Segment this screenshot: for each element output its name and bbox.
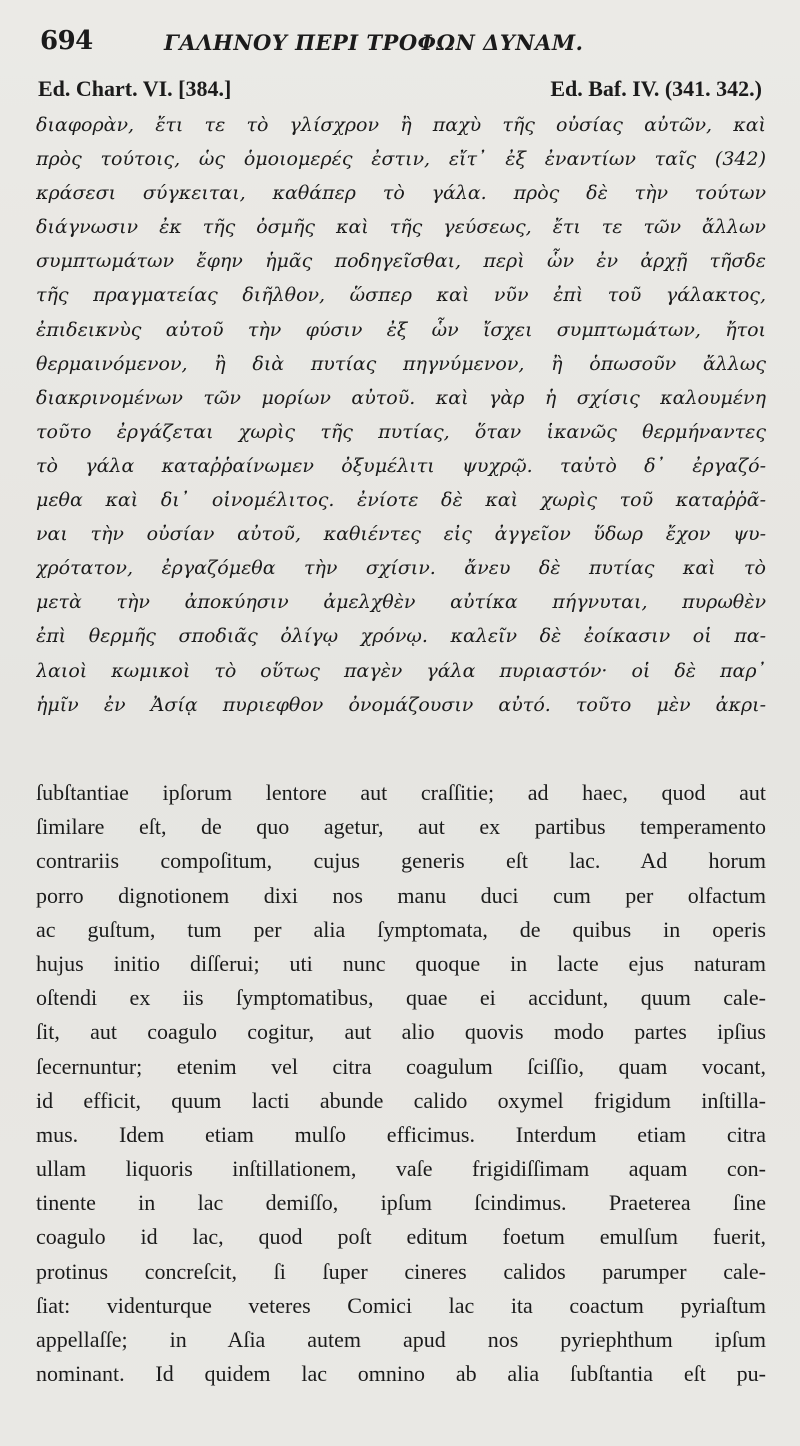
greek-line: μετὰ τὴν ἀποκύησιν ἀμελχθὲν αὐτίκα πήγνυται, πυρωθὲν — [36, 591, 766, 614]
latin-line: ullam liquoris inſtillationem, vaſe frigidiſſimam aquam con- — [36, 1156, 766, 1182]
greek-line: μεθα καὶ δι᾽ οἰνομέλιτος. ἐνίοτε δὲ καὶ χωρὶς τοῦ καταῤῥᾶ- — [36, 489, 766, 512]
latin-line: id efficit, quum lacti abunde calido oxymel frigidum inſtilla- — [36, 1087, 766, 1113]
latin-line: appellaſſe; in Aſia autem apud nos pyriephthum ipſum — [36, 1327, 766, 1352]
greek-line: θερμαινόμενον, ἢ διὰ πυτίας πηγνύμενον, ἢ ὁπωσοῦν ἄλλως — [36, 352, 766, 375]
greek-line: πρὸς τούτοις, ὡς ὁμοιομερές ἐστιν, εἴτ᾽ ἐξ ἐναντίων ταῖς (342) — [36, 148, 766, 171]
latin-line: ſiat: videnturque veteres Comici lac ita coactum pyriaſtum — [36, 1292, 766, 1318]
latin-line: coagulo id lac, quod poſt editum foetum emulſum fuerit, — [36, 1224, 766, 1250]
latin-line: hujus initio diſſerui; uti nunc quoque in lacte ejus naturam — [36, 950, 766, 976]
greek-line: κράσεσι σύγκειται, καθάπερ τὸ γάλα. πρὸς δὲ τὴν τούτων — [36, 182, 766, 205]
greek-text-block — [36, 108, 766, 722]
running-title: ΓΑΛΗΝΟΥ ΠΕΡΙ ΤΡΟΦΩΝ ΔΥΝΑΜ. — [164, 30, 584, 55]
greek-line: ἐπὶ θερμῆς σποδιᾶς ὀλίγῳ χρόνῳ. καλεῖν δὲ ἐοίκασιν οἱ πα- — [36, 625, 766, 648]
latin-line: porro dignotionem dixi nos manu duci cum per olfactum — [36, 882, 766, 908]
latin-line: ſecernuntur; etenim vel citra coagulum ſciſſio, quam vocant, — [36, 1053, 766, 1079]
greek-line: τοῦτο ἐργάζεται χωρὶς τῆς πυτίας, ὅταν ἱκανῶς θερμήναντες — [36, 420, 766, 443]
latin-line: contrariis compoſitum, cujus generis eſt lac. Ad horum — [36, 848, 766, 874]
latin-text-block — [36, 776, 766, 1391]
greek-line: συμπτωμάτων ἔφην ἡμᾶς ποδηγεῖσθαι, περὶ ὧν ἐν ἀρχῇ τῆσδε — [36, 250, 766, 273]
greek-line: διαφορὰν, ἔτι τε τὸ γλίσχρον ἢ παχὺ τῆς οὐσίας αὐτῶν, καὶ — [36, 114, 766, 136]
latin-line: mus. Idem etiam mulſo efficimus. Interdum etiam citra — [36, 1121, 766, 1147]
edition-chartier: Ed. Chart. VI. [384.] — [38, 76, 232, 101]
latin-line: ſit, aut coagulo cogitur, aut alio quovis modo partes ipſius — [36, 1019, 766, 1045]
latin-line: protinus concreſcit, ſi ſuper cineres calidos parumper cale- — [36, 1258, 766, 1284]
greek-line: ἐπιδεικνὺς αὐτοῦ τὴν φύσιν ἐξ ὧν ἴσχει συμπτωμάτων, ἤτοι — [36, 318, 766, 341]
latin-line: ſubſtantiae ipſorum lentore aut craſſitie; ad haec, quod aut — [36, 780, 766, 805]
greek-line: ναι τὴν οὐσίαν αὐτοῦ, καθιέντες εἰς ἀγγεῖον ὕδωρ ἔχον ψυ- — [36, 523, 766, 546]
greek-line: τῆς πραγματείας διῆλθον, ὥσπερ καὶ νῦν ἐπὶ τοῦ γάλακτος, — [36, 284, 766, 307]
greek-line: χρότατον, ἐργαζόμεθα τὴν σχίσιν. ἄνευ δὲ πυτίας καὶ τὸ — [36, 557, 766, 580]
edition-basel: Ed. Baf. IV. (341. 342.) — [550, 76, 762, 101]
greek-line: τὸ γάλα καταῤῥαίνωμεν ὀξυμέλιτι ψυχρῷ. ταὐτὸ δ᾽ ἐργαζό- — [36, 454, 766, 477]
latin-line: ac guſtum, tum per alia ſymptomata, de quibus in operis — [36, 916, 766, 942]
page-header — [36, 22, 764, 66]
edition-references — [36, 76, 764, 104]
greek-line: διάγνωσιν ἐκ τῆς ὀσμῆς καὶ τῆς γεύσεως, ἔτι τε τῶν ἄλλων — [36, 216, 766, 239]
greek-line: λαιοὶ κωμικοὶ τὸ οὕτως παγὲν γάλα πυριαστόν· οἱ δὲ παρ᾽ — [36, 659, 766, 682]
greek-line: ἡμῖν ἐν Ἀσίᾳ πυριεφθον ὀνομάζουσιν αὐτό. τοῦτο μὲν ἀκρι- — [36, 693, 766, 716]
latin-line: tinente in lac demiſſo, ipſum ſcindimus. Praeterea ſine — [36, 1190, 766, 1216]
latin-line: ſimilare eſt, de quo agetur, aut ex partibus temperamento — [36, 814, 766, 840]
greek-line: διακρινομένων τῶν μορίων αὐτοῦ. καὶ γὰρ ἡ σχίσις καλουμένη — [36, 386, 766, 409]
page-number: 694 — [40, 26, 93, 56]
latin-line: nominant. Id quidem lac omnino ab alia ſubſtantia eſt pu- — [36, 1361, 766, 1387]
latin-line: oſtendi ex iis ſymptomatibus, quae ei accidunt, quum cale- — [36, 985, 766, 1011]
